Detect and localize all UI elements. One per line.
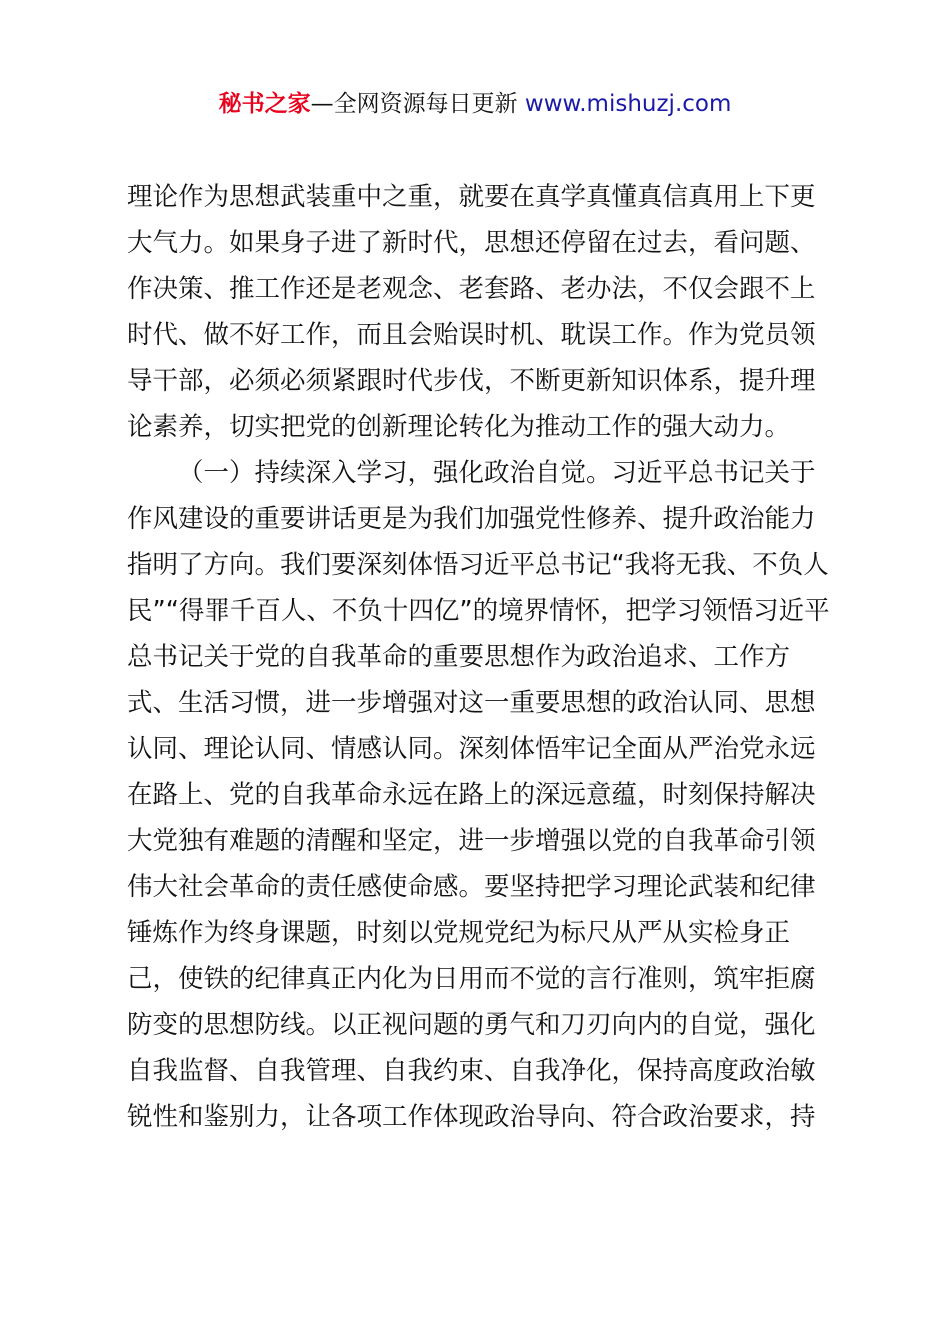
text-line: 自我监督、自我管理、自我约束、自我净化，保持高度政治敏 xyxy=(127,1056,816,1086)
text-line: 己，使铁的纪律真正内化为日用而不觉的言行准则，筑牢拒腐 xyxy=(127,964,816,994)
text-line: 论素养，切实把党的创新理论转化为推动工作的强大动力。 xyxy=(127,412,791,442)
text-line: 作风建设的重要讲话更是为我们加强党性修养、提升政治能力 xyxy=(127,504,816,534)
text-line: 作决策、推工作还是老观念、老套路、老办法，不仅会跟不上 xyxy=(127,274,816,304)
text-line: 认同、理论认同、情感认同。深刻体悟牢记全面从严治党永远 xyxy=(127,734,816,764)
section-heading-line: （一）持续深入学习，强化政治自觉。习近平总书记关于 xyxy=(178,458,816,488)
text-line: 大气力。如果身子进了新时代，思想还停留在过去，看问题、 xyxy=(127,228,816,258)
text-line: 锐性和鉴别力，让各项工作体现政治导向、符合政治要求，持 xyxy=(127,1102,816,1132)
text-line: 指明了方向。我们要深刻体悟习近平总书记“我将无我、不负人 xyxy=(127,550,829,580)
site-brand: 秘书之家 xyxy=(218,91,311,117)
text-line: 伟大社会革命的责任感使命感。要坚持把学习理论武装和纪律 xyxy=(127,872,816,902)
text-line: 锤炼作为终身课题，时刻以党规党纪为标尺从严从实检身正 xyxy=(127,918,791,948)
text-line: 导干部，必须必须紧跟时代步伐，不断更新知识体系，提升理 xyxy=(127,366,816,396)
document-body xyxy=(127,174,833,1140)
text-line: 民”“得罪千百人、不负十四亿”的境界情怀，把学习领悟习近平 xyxy=(127,596,830,626)
text-line: 总书记关于党的自我革命的重要思想作为政治追求、工作方 xyxy=(127,642,791,672)
text-line: 时代、做不好工作，而且会贻误时机、耽误工作。作为党员领 xyxy=(127,320,816,350)
text-line: 防变的思想防线。以正视问题的勇气和刀刃向内的自觉，强化 xyxy=(127,1010,816,1040)
text-line: 大党独有难题的清醒和坚定，进一步增强以党的自我革命引领 xyxy=(127,826,816,856)
text-line: 在路上、党的自我革命永远在路上的深远意蕴，时刻保持解决 xyxy=(127,780,816,810)
text-line: 理论作为思想武装重中之重，就要在真学真懂真信真用上下更 xyxy=(127,182,816,212)
page-header xyxy=(0,86,950,122)
text-line: 式、生活习惯，进一步增强对这一重要思想的政治认同、思想 xyxy=(127,688,816,718)
site-url-link[interactable]: www.mishuzj.com xyxy=(524,91,732,117)
site-tagline: —全网资源每日更新 xyxy=(310,91,518,117)
